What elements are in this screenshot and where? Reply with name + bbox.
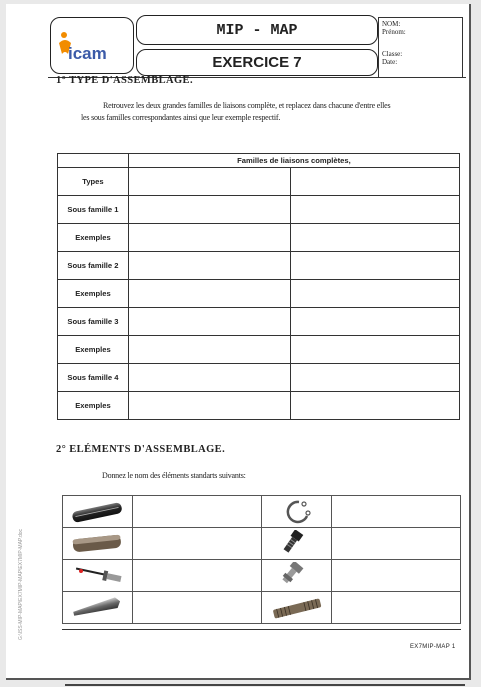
- answer-cell[interactable]: [332, 560, 461, 592]
- exercise-title: EXERCICE 7: [136, 49, 378, 76]
- stud-icon: [267, 595, 327, 621]
- element-image-cell: [63, 592, 133, 624]
- answer-cell[interactable]: [128, 392, 291, 420]
- answer-cell[interactable]: [291, 280, 460, 308]
- row-label: Sous famille 4: [58, 364, 129, 392]
- element-image-cell: [262, 496, 332, 528]
- answer-cell[interactable]: [128, 252, 291, 280]
- answer-cell[interactable]: [291, 392, 460, 420]
- row-label: Exemples: [58, 280, 129, 308]
- logo-text: icam: [68, 44, 107, 63]
- row-label: Sous famille 2: [58, 252, 129, 280]
- row-label: Exemples: [58, 336, 129, 364]
- row-label: Sous famille 1: [58, 196, 129, 224]
- element-image-cell: [63, 560, 133, 592]
- element-image-cell: [63, 528, 133, 560]
- answer-cell[interactable]: [128, 196, 291, 224]
- classe-field: Classe:: [382, 50, 403, 58]
- answer-cell[interactable]: [332, 496, 461, 528]
- answer-cell[interactable]: [132, 560, 262, 592]
- answer-cell[interactable]: [128, 224, 291, 252]
- row-label: Types: [58, 168, 129, 196]
- taper-pin-icon: [67, 595, 127, 621]
- answer-cell[interactable]: [291, 336, 460, 364]
- section1-instruction-line2: les sous familles correspondantes ainsi que leur exemple respectif.: [81, 113, 281, 122]
- row-label: Exemples: [58, 224, 129, 252]
- bolt-icon: [277, 562, 317, 590]
- parallel-key-icon: [67, 532, 127, 556]
- nom-field: NOM:: [382, 20, 401, 28]
- rivet-icon: [67, 563, 127, 589]
- icam-logo: [51, 18, 135, 75]
- families-table: [57, 153, 460, 420]
- answer-cell[interactable]: [128, 308, 291, 336]
- answer-cell[interactable]: [128, 364, 291, 392]
- answer-cell[interactable]: [291, 252, 460, 280]
- section1-instruction-line1: Retrouvez les deux grandes familles de liaisons complète, et replacez dans chacune d'entre elles: [103, 101, 391, 110]
- families-header: Familles de liaisons complètes,: [128, 154, 459, 168]
- prenom-field: Prénom:: [382, 28, 406, 36]
- answer-cell[interactable]: [332, 528, 461, 560]
- answer-cell[interactable]: [132, 528, 262, 560]
- answer-cell[interactable]: [291, 308, 460, 336]
- answer-cell[interactable]: [291, 364, 460, 392]
- answer-cell[interactable]: [291, 196, 460, 224]
- footer-ref: EX7MIP-MAP 1: [410, 644, 456, 650]
- date-field: Date:: [382, 58, 398, 66]
- student-info-box: [378, 17, 463, 78]
- element-image-cell: [63, 496, 133, 528]
- element-image-cell: [262, 528, 332, 560]
- circlip-icon: [277, 498, 317, 526]
- answer-cell[interactable]: [128, 168, 291, 196]
- spring-pin-icon: [67, 500, 127, 524]
- section2-title: 2° ELÉMENTS D'ASSEMBLAGE.: [56, 444, 226, 455]
- document-page: icam MIP - MAP EXERCICE 7 NOM: Prénom: Classe: Date: 1° TYPE D'ASSEMBLAGE. Retrouvez les deux grandes familles de liaisons complète, et replacez dans chacune d'entre elles les sous familles correspondantes ainsi que leur exemple respectif. Familles de liaisons complètes, Types Sous famille 1 Exemples Sous famille 2 Exemples Sous famille 3 Exemples Sous famille 4 Exemples 2° ELÉMENTS D'ASSEMBLAGE. Donnez le nom des éléments standarts suivants: G:\ISS-MIP-MAP\EX7MIP-MAP\EX7MIP-MAP.doc EX7MIP-MAP 1: [6, 4, 471, 680]
- row-label: Exemples: [58, 392, 129, 420]
- answer-cell[interactable]: [291, 168, 460, 196]
- answer-cell[interactable]: [132, 496, 262, 528]
- bottom-rule: [62, 629, 461, 630]
- element-image-cell: [262, 592, 332, 624]
- bottom-bar: [65, 684, 465, 686]
- answer-cell[interactable]: [132, 592, 262, 624]
- table-corner-cell: [58, 154, 129, 168]
- answer-cell[interactable]: [332, 592, 461, 624]
- answer-cell[interactable]: [128, 336, 291, 364]
- answer-cell[interactable]: [128, 280, 291, 308]
- elements-table: [62, 495, 461, 624]
- doc-title: MIP - MAP: [136, 15, 378, 45]
- element-image-cell: [262, 560, 332, 592]
- logo-box: [50, 17, 134, 74]
- section1-title: 1° TYPE D'ASSEMBLAGE.: [56, 75, 193, 86]
- screw-icon: [277, 530, 317, 558]
- row-label: Sous famille 3: [58, 308, 129, 336]
- section2-instruction: Donnez le nom des éléments standarts suivants:: [102, 471, 246, 480]
- answer-cell[interactable]: [291, 224, 460, 252]
